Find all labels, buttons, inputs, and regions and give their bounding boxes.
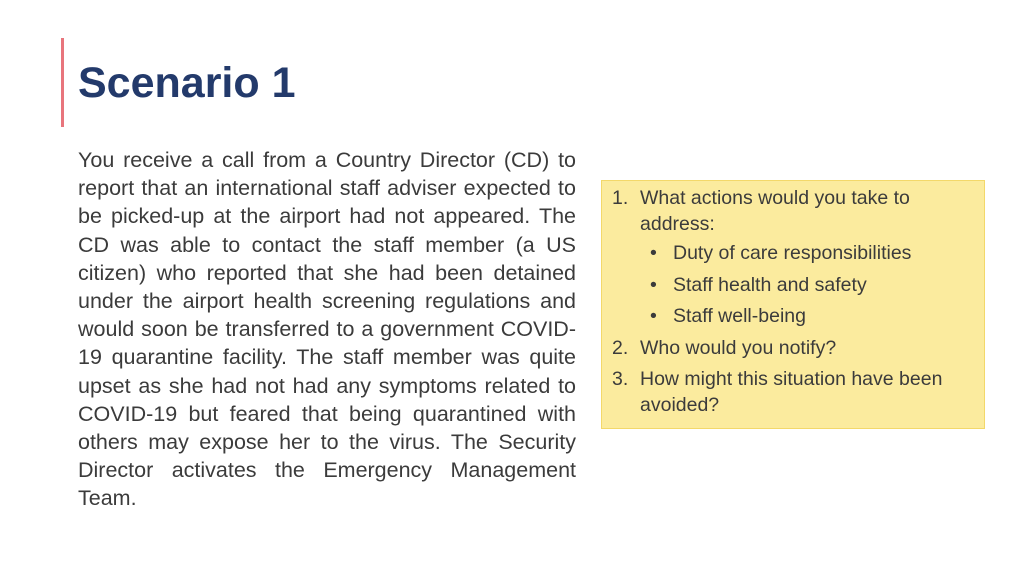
question-text: What actions would you take to address:: [640, 187, 910, 235]
question-item: [612, 367, 974, 418]
title-accent-bar: [61, 38, 64, 127]
question-item: [612, 186, 974, 330]
question-number: 1.: [612, 187, 629, 209]
question-text: Who would you notify?: [640, 336, 837, 359]
question-sub-list: [640, 241, 974, 330]
bullet-icon: •: [650, 273, 657, 296]
questions-box: [601, 180, 985, 429]
sub-list-item: [640, 273, 974, 299]
question-item: [612, 336, 974, 362]
sub-list-item: [640, 304, 974, 330]
bullet-icon: •: [650, 242, 657, 264]
sub-item-text: Staff health and safety: [673, 273, 867, 296]
sub-list-item: [640, 241, 974, 267]
questions-list: [612, 186, 974, 418]
sub-item-text: Staff well-being: [673, 305, 806, 327]
scenario-description: You receive a call from a Country Director (CD) to report that an international staff adviser expected to be picked-up at the airport had not appeared. The CD was able to contact the staff member (a US citizen) who reported that she had been detained under the airport health screening regulations and would soon be transferred to a government COVID-19 quarantine facility. The staff member was quite upset as she had not had any symptoms related to COVID-19 but feared that being quarantined with others may expose her to the virus. The Security Director activates the Emergency Management Team.: [78, 148, 576, 511]
bullet-icon: •: [650, 305, 657, 327]
sub-item-text: Duty of care responsibilities: [673, 242, 912, 264]
question-text: How might this situation have been avoided?: [640, 368, 943, 416]
slide-title: Scenario 1: [78, 59, 296, 107]
question-number: 2.: [612, 336, 629, 359]
question-number: 3.: [612, 368, 629, 390]
